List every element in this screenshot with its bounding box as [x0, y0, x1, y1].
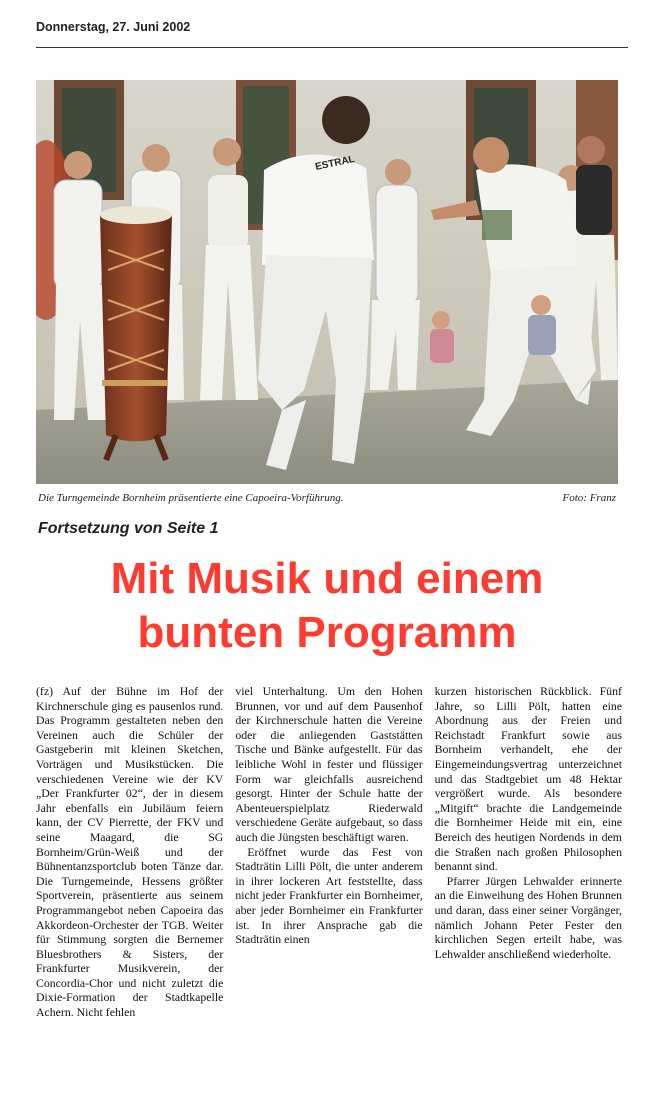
paragraph: (fz) Auf der Bühne im Hof der Kirchnerschule ging es pausenlos rund. Das Programm gestalteten neben den Vereinen auch die Schüler der Gastgeberin mit kleinen Sketchen, Vorträgen und Musikstücken. Die verschiedenen Vereine wie der KV „Der Frankfurter 02“, der in diesem Jahr ebenfalls ein Jubiläum feiern kann, der CV Pierrette, der FKV und seine Maagard, die SG Bornheim/Grün-Weiß und der Bühnentanzsportclub boten Tänze dar. Die Turngemeinde, Hessens größter Sportverein, präsentierte aus seinem Programmangebot neben Capoeira das Akkordeon-Orchester der TGB. Weiter für Stimmung sorgten die Bernemer Bluesbrothers & Sisters, der Frankfurter Musikverein, der Concordia-Chor und nicht zuletzt die Dixie-Formation der Stadtkapelle Achern. Nicht fehlen: [36, 684, 224, 1020]
article-column-3: [435, 684, 622, 1094]
photo-illustration: [36, 80, 618, 484]
paragraph: kurzen historischen Rückblick. Fünf Jahre, so Lilli Pölt, hatten eine Abordnung aus der Freien und Reichstadt Frankfurt sowie aus Bornheim verhandelt, ehe der Eingemeindungsvertrag unterzeichnet und das Stadtgebiet um 48 Hektar vergrößert wurde. Als besondere „Mitgift“ brachte die Landgemeinde die Bornheimer Heide mit ein, eine Bereich des heutigen Nordends in dem die Straßen nach großen Philosophen benannt sind.: [434, 684, 622, 874]
shirt-print: ESTRAL: [314, 153, 356, 173]
article-body: [36, 684, 622, 1094]
paragraph: Pfarrer Jürgen Lehwalder erinnerte an die Einweihung des Hohen Brunnen und daran, dass einer seiner Vorgänger, nämlich Johann Peter Fester den kirchlichen Segen erteilt habe, was Lehwalder anschließend wiederholte.: [434, 873, 622, 961]
paragraph: Eröffnet wurde das Fest von Stadträtin Lilli Pölt, die unter anderem in ihrer lockeren Art feststellte, dass nicht jeder Frankfurter ein Bornheimer, aber jeder Bornheimer ein Frankfurter ist. In ihrer Ansprache gab die Stadträtin einen: [235, 844, 423, 947]
headline-line-2: bunten Programm: [137, 608, 517, 657]
article-column-2: [235, 684, 422, 1094]
photo-caption: Die Turngemeinde Bornheim präsentierte eine Capoeira-Vorführung.: [38, 492, 344, 504]
article-column-1: [36, 684, 223, 1094]
paragraph: viel Unterhaltung. Um den Hohen Brunnen, vor und auf dem Pausenhof der Kirchnerschule hatten die Vereine oder die anliegenden Gaststätten Tische und Bänke aufgestellt. Für das leibliche Wohl in fester und flüssiger Form war gleichfalls ausreichend gesorgt. Hinter der Schule hatte der Abenteuerspielplatz Riederwald verschiedene Geräte aufgebaut, so dass auch die Jüngsten beschäftigt waren.: [235, 684, 423, 844]
issue-date: Donnerstag, 27. Juni 2002: [36, 20, 191, 34]
capoeira-photo: [36, 80, 618, 484]
article-headline: [36, 552, 618, 660]
continuation-kicker: Fortsetzung von Seite 1: [38, 520, 219, 537]
header-rule: [36, 47, 628, 48]
photo-credit: Foto: Franz: [562, 492, 616, 504]
headline-line-1: Mit Musik und einem: [110, 554, 544, 603]
